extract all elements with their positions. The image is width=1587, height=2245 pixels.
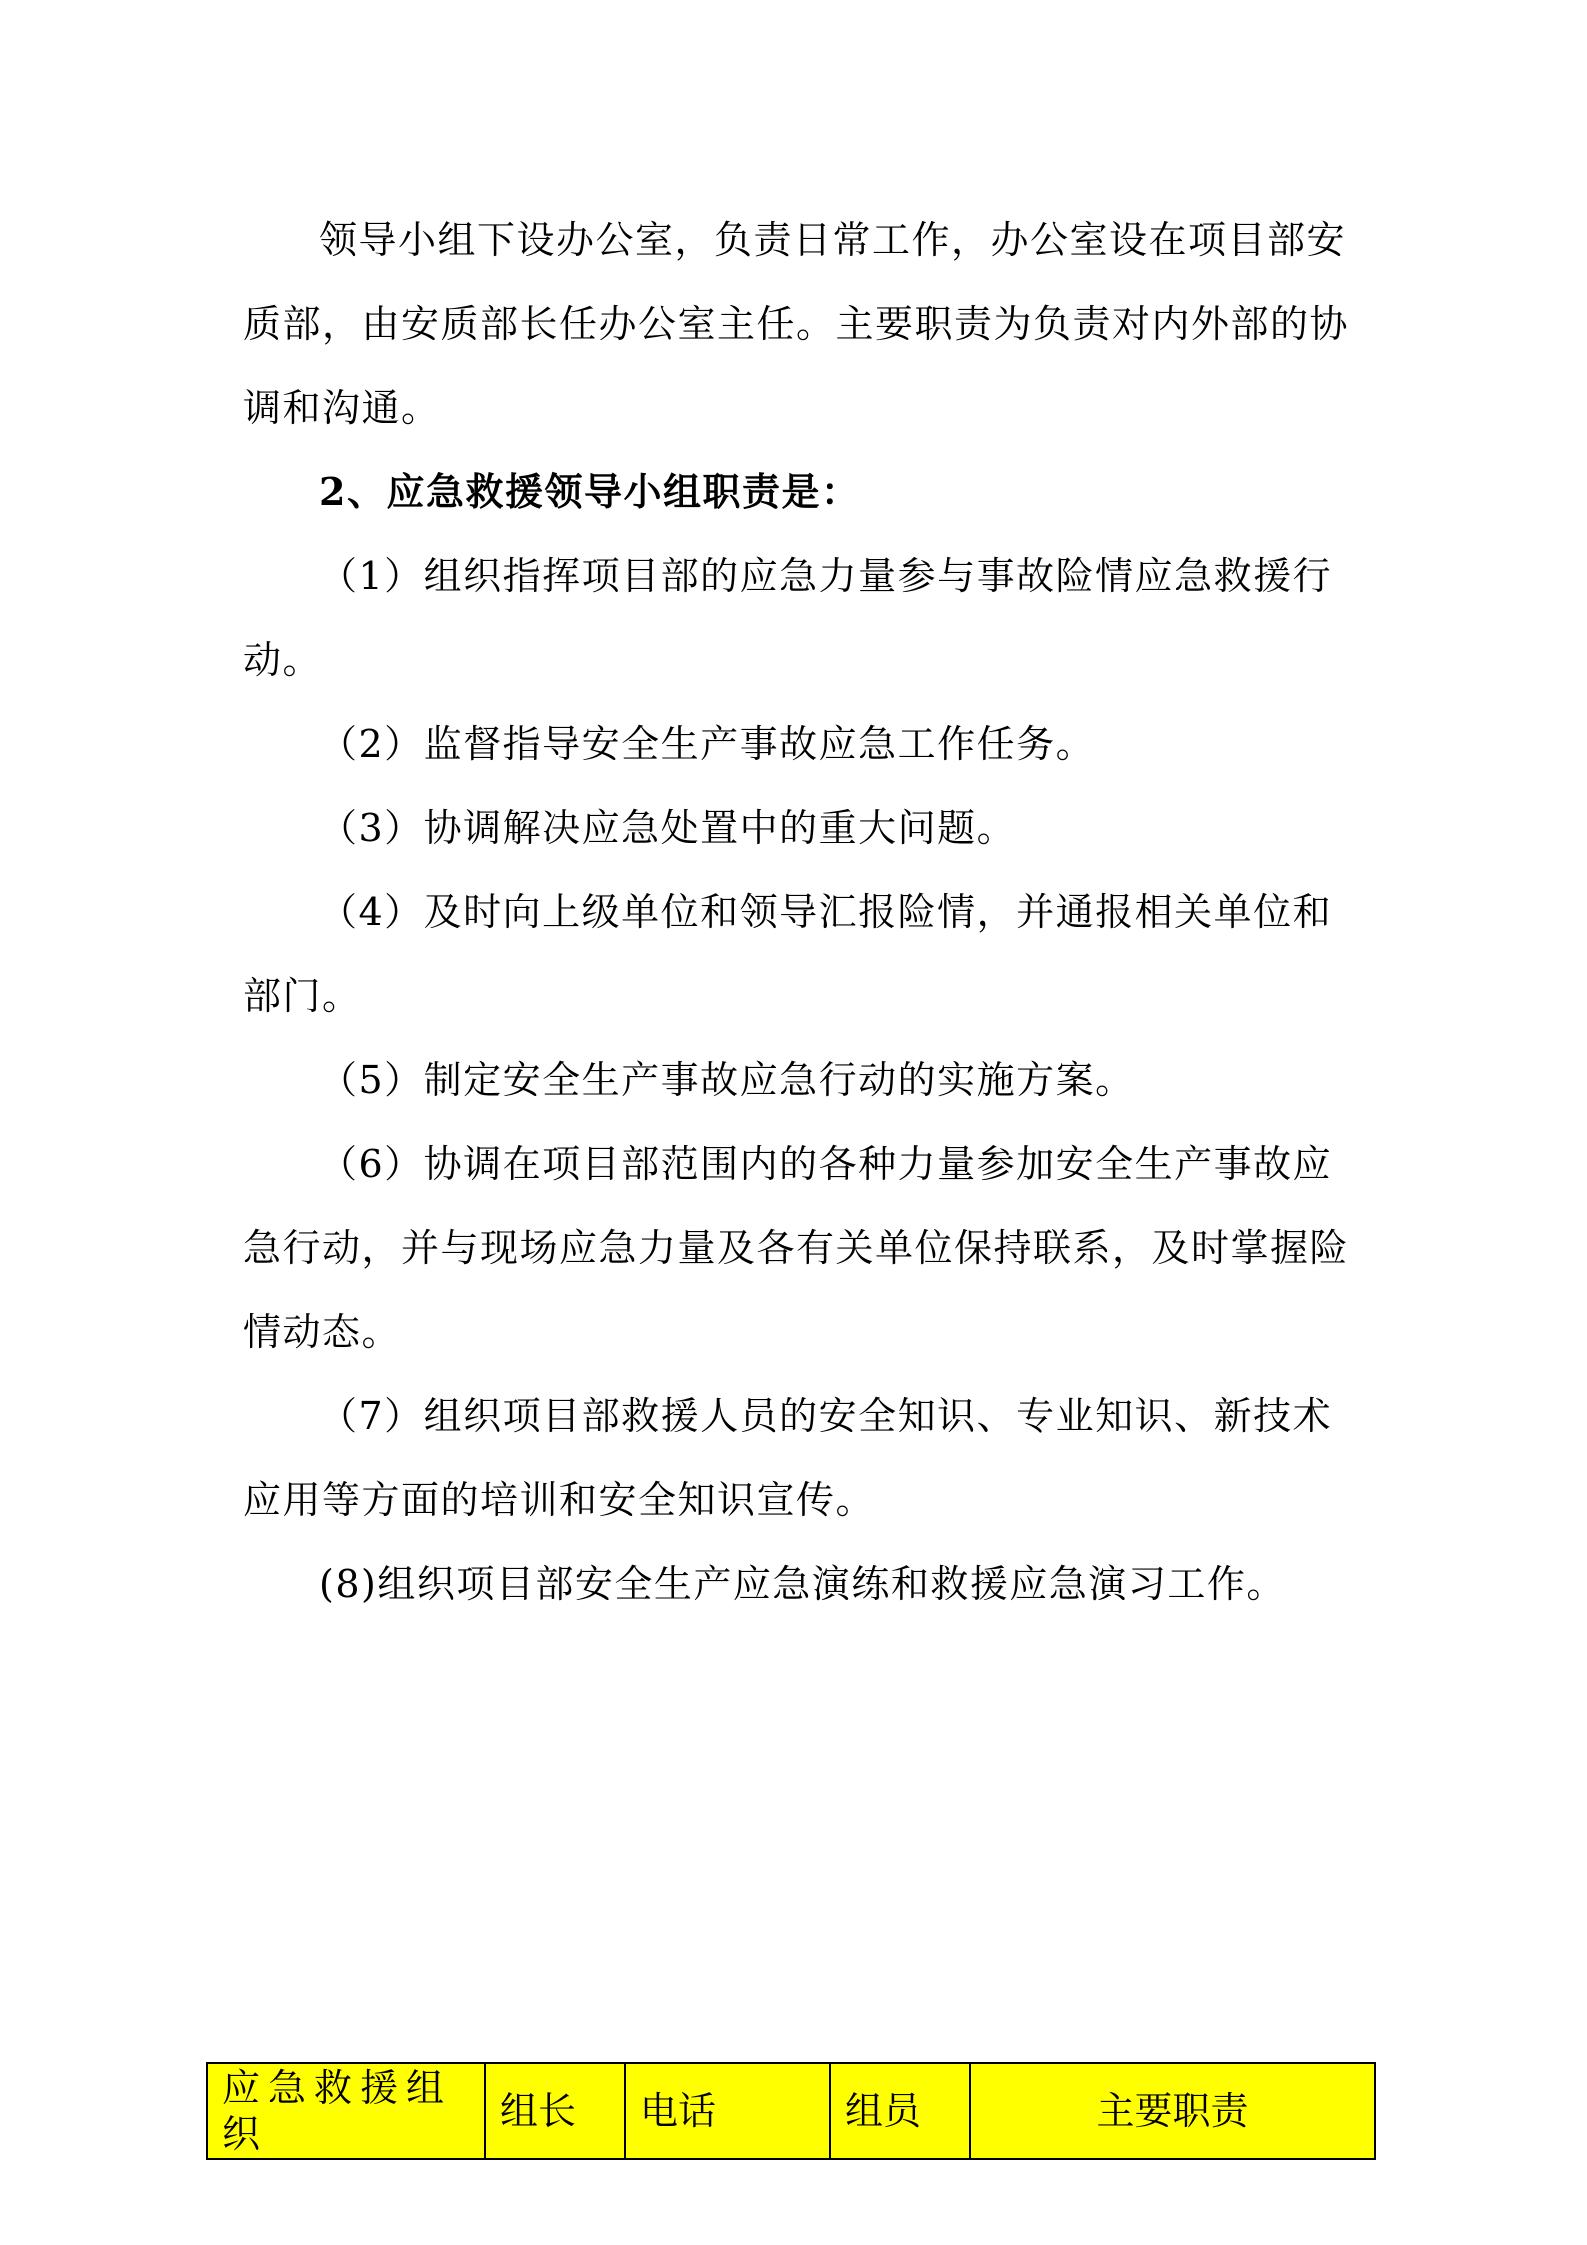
table-header-row bbox=[207, 2063, 1375, 2159]
paragraph-office: 领导小组下设办公室，负责日常工作，办公室设在项目部安质部，由安质部长任办公室主任。主要职责为负责对内外部的协调和沟通。 bbox=[243, 218, 1350, 430]
duty-item-4: （4）及时向上级单位和领导汇报险情，并通报相关单位和部门。 bbox=[243, 890, 1333, 1018]
header-leader: 组长 bbox=[485, 2063, 625, 2159]
header-duties: 主要职责 bbox=[970, 2063, 1375, 2159]
duty-item-5: （5）制定安全生产事故应急行动的实施方案。 bbox=[319, 1058, 1135, 1102]
header-phone: 电话 bbox=[625, 2063, 830, 2159]
header-org: 应急救援组织 bbox=[207, 2063, 485, 2159]
duty-item-3: （3）协调解决应急处置中的重大问题。 bbox=[319, 806, 1017, 850]
duty-item-2: （2）监督指导安全生产事故应急工作任务。 bbox=[319, 722, 1096, 766]
emergency-org-table bbox=[206, 2062, 1376, 2160]
duty-item-7: （7）组织项目部救援人员的安全知识、专业知识、新技术应用等方面的培训和安全知识宣传。 bbox=[243, 1394, 1333, 1522]
body-text bbox=[243, 198, 1355, 1626]
duty-item-8: (8)组织项目部安全生产应急演练和救援应急演习工作。 bbox=[319, 1562, 1286, 1606]
duty-item-1: （1）组织指挥项目部的应急力量参与事故险情应急救援行动。 bbox=[243, 554, 1333, 682]
section-heading-duties: 2、应急救援领导小组职责是： bbox=[319, 469, 861, 514]
duty-item-6: （6）协调在项目部范围内的各种力量参加安全生产事故应急行动，并与现场应急力量及各有关单位保持联系，及时掌握险情动态。 bbox=[243, 1142, 1350, 1354]
header-members: 组员 bbox=[830, 2063, 970, 2159]
